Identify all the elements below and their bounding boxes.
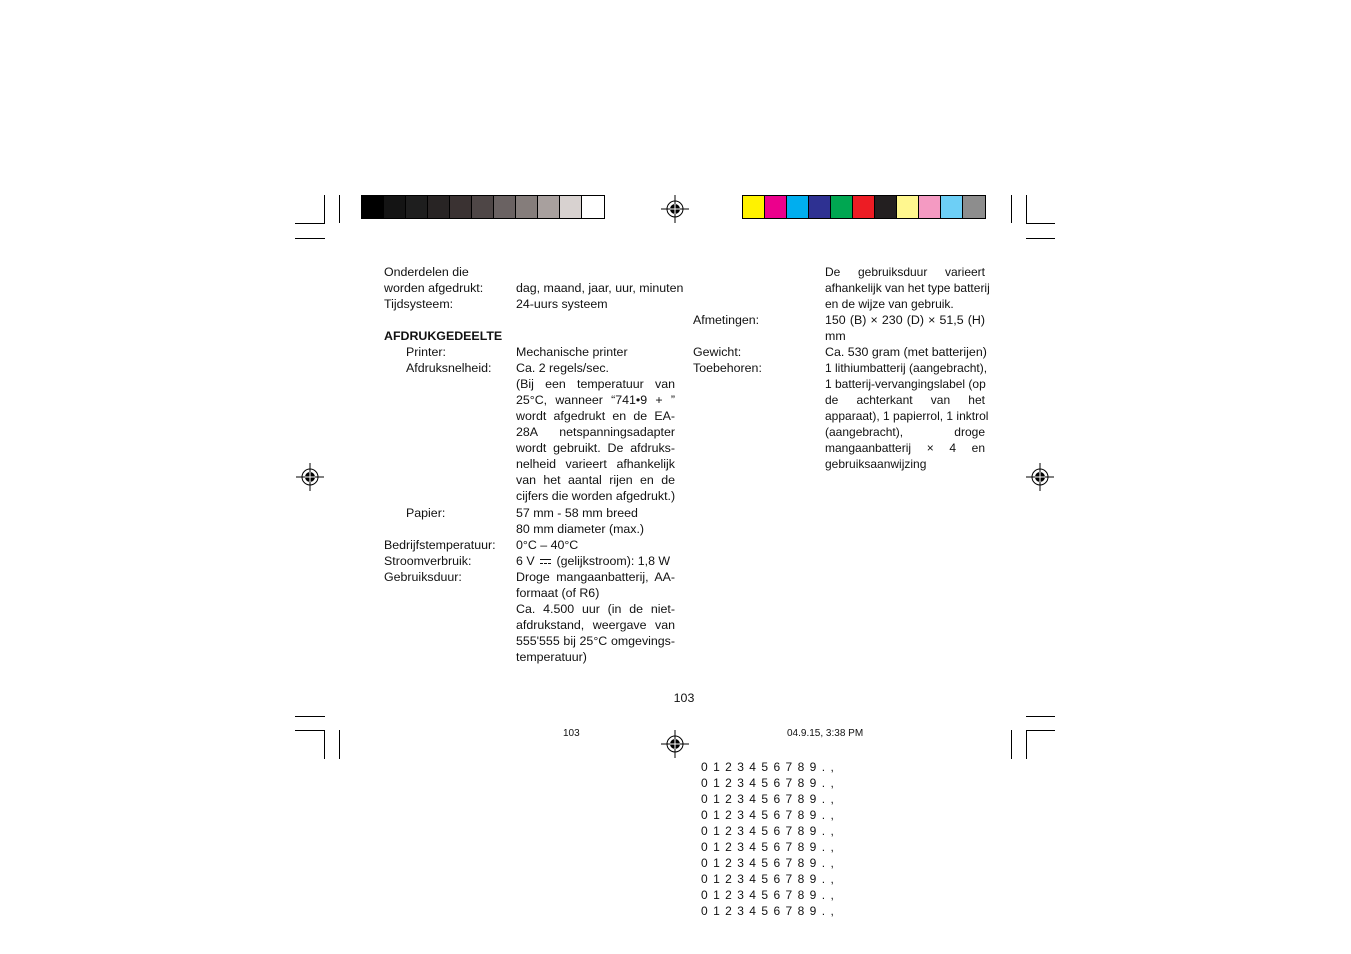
accessories-line: de achterkant van het xyxy=(825,393,985,407)
digit-row: 0123456789., xyxy=(701,840,840,854)
grayscale-swatch-strip xyxy=(361,195,605,219)
color-swatch-strip xyxy=(742,195,986,219)
accessories-line: mangaanbatterij × 4 en xyxy=(825,441,985,455)
paper-row xyxy=(384,505,675,665)
registration-mark-icon xyxy=(1026,463,1054,491)
print-speed-line: van het aantal rijen en de xyxy=(516,473,675,487)
color-swatch-10 xyxy=(963,196,985,218)
gray-swatch-7 xyxy=(516,196,538,218)
battery-life-note-line: De gebruiksduur varieert xyxy=(825,265,985,279)
gray-swatch-4 xyxy=(450,196,472,218)
gray-swatch-2 xyxy=(406,196,428,218)
digit-row: 0123456789., xyxy=(701,808,840,822)
accessories-value xyxy=(825,360,989,472)
color-swatch-0 xyxy=(743,196,765,218)
footer-page-ref: 103 xyxy=(563,728,580,739)
print-speed-line: 28A netspanningsadapter xyxy=(516,425,675,439)
operating-temp-label: Bedrijfstemperatuur: xyxy=(384,538,496,552)
parts-printed-value: dag, maand, jaar, uur, minuten xyxy=(516,281,684,295)
dc-symbol-icon xyxy=(540,558,551,566)
color-swatch-3 xyxy=(809,196,831,218)
color-swatch-8 xyxy=(919,196,941,218)
paper-label: Papier: xyxy=(406,506,446,520)
battery-life-label: Gebruiksduur: xyxy=(384,570,462,584)
parts-printed-label: Onderdelen die xyxy=(384,265,469,279)
color-swatch-2 xyxy=(787,196,809,218)
color-swatch-6 xyxy=(875,196,897,218)
paper-line: 57 mm - 58 mm breed xyxy=(516,506,638,520)
gray-swatch-5 xyxy=(472,196,494,218)
color-swatch-9 xyxy=(941,196,963,218)
digit-row: 0123456789., xyxy=(701,856,840,870)
battery-life-line: Ca. 4.500 uur (in de niet- xyxy=(516,602,675,616)
left-column-values xyxy=(516,280,684,504)
footer-timestamp: 04.9.15, 3:38 PM xyxy=(787,728,864,739)
battery-life-line: formaat (of R6) xyxy=(516,586,600,600)
print-speed-line: (Bij een temperatuur van xyxy=(516,377,675,391)
color-swatch-5 xyxy=(853,196,875,218)
dimensions-line: 150 (B) × 230 (D) × 51,5 (H) xyxy=(825,313,985,327)
battery-life-note-line: en de wijze van gebruik. xyxy=(825,297,954,311)
digit-row: 0123456789., xyxy=(701,824,840,838)
gray-swatch-3 xyxy=(428,196,450,218)
digit-row: 0123456789., xyxy=(701,872,840,886)
page-number: 103 xyxy=(673,691,695,705)
paper-value xyxy=(516,505,675,537)
battery-life-line: temperatuur) xyxy=(516,650,587,664)
battery-life-line: Droge mangaanbatterij, AA- xyxy=(516,570,675,584)
gray-swatch-9 xyxy=(560,196,582,218)
color-swatch-7 xyxy=(897,196,919,218)
accessories-line: gebruiksaanwijzing xyxy=(825,457,927,471)
battery-life-note-line: afhankelijk van het type batterij xyxy=(825,281,990,295)
accessories-line: 1 batterij-vervangingslabel (op xyxy=(825,377,986,391)
print-speed-line: Ca. 2 regels/sec. xyxy=(516,361,609,375)
accessories-line: (aangebracht), droge xyxy=(825,425,985,439)
battery-life-line: 555'555 bij 25°C omgevings- xyxy=(516,634,675,648)
print-speed-value xyxy=(516,360,675,504)
power-consumption-value xyxy=(516,553,670,569)
battery-life-value xyxy=(516,569,675,665)
weight-value: Ca. 530 gram (met batterijen) xyxy=(825,345,987,359)
dimensions-line: mm xyxy=(825,329,846,343)
gray-swatch-0 xyxy=(362,196,384,218)
registration-mark-icon xyxy=(296,463,324,491)
digit-row: 0123456789., xyxy=(701,776,840,790)
power-detail: (gelijkstroom): 1,8 W xyxy=(556,554,671,568)
gray-swatch-1 xyxy=(384,196,406,218)
paper-line: 80 mm diameter (max.) xyxy=(516,522,645,536)
digit-row: 0123456789., xyxy=(701,760,840,774)
accessories-line: 1 lithiumbatterij (aangebracht), xyxy=(825,361,988,375)
registration-mark-icon xyxy=(661,195,689,223)
gray-swatch-6 xyxy=(494,196,516,218)
digit-test-block xyxy=(701,759,839,919)
dimensions-value xyxy=(825,312,985,344)
battery-life-note xyxy=(825,264,990,312)
print-speed-line: nelheid varieert afhankelijk xyxy=(516,457,675,471)
printer-value: Mechanische printer xyxy=(516,345,628,359)
print-speed-line: wordt afgedrukt en de EA- xyxy=(516,409,675,423)
weight-label: Gewicht: xyxy=(693,345,742,359)
print-speed-line: cijfers die worden afgedrukt.) xyxy=(516,489,676,503)
time-system-value: 24-uurs systeem xyxy=(516,297,608,311)
accessories-label: Toebehoren: xyxy=(693,361,762,375)
digit-row: 0123456789., xyxy=(701,904,840,918)
accessories-line: apparaat), 1 papierrol, 1 inktrol xyxy=(825,409,989,423)
color-swatch-1 xyxy=(765,196,787,218)
section-heading: AFDRUKGEDEELTE xyxy=(384,329,503,343)
operating-temp-value: 0°C – 40°C xyxy=(516,538,579,552)
gray-swatch-10 xyxy=(582,196,604,218)
digit-row: 0123456789., xyxy=(701,888,840,902)
print-speed-line: wordt gebruikt. De afdruks- xyxy=(516,441,675,455)
color-swatch-4 xyxy=(831,196,853,218)
right-column xyxy=(693,264,990,472)
gray-swatch-8 xyxy=(538,196,560,218)
print-speed-label: Afdruksnelheid: xyxy=(406,361,492,375)
power-voltage: 6 V xyxy=(516,554,535,568)
dimensions-label: Afmetingen: xyxy=(693,313,760,327)
parts-printed-label-cont: worden afgedrukt: xyxy=(384,281,484,295)
digit-row: 0123456789., xyxy=(701,792,840,806)
printer-label: Printer: xyxy=(406,345,446,359)
registration-mark-icon xyxy=(661,730,689,758)
power-consumption-label: Stroomverbruik: xyxy=(384,554,472,568)
print-speed-line: 25°C, wanneer “741•9 + ” xyxy=(516,393,675,407)
left-column-labels xyxy=(384,264,514,376)
time-system-label: Tijdsysteem: xyxy=(384,297,454,311)
battery-life-line: afdrukstand, weergave van xyxy=(516,618,675,632)
